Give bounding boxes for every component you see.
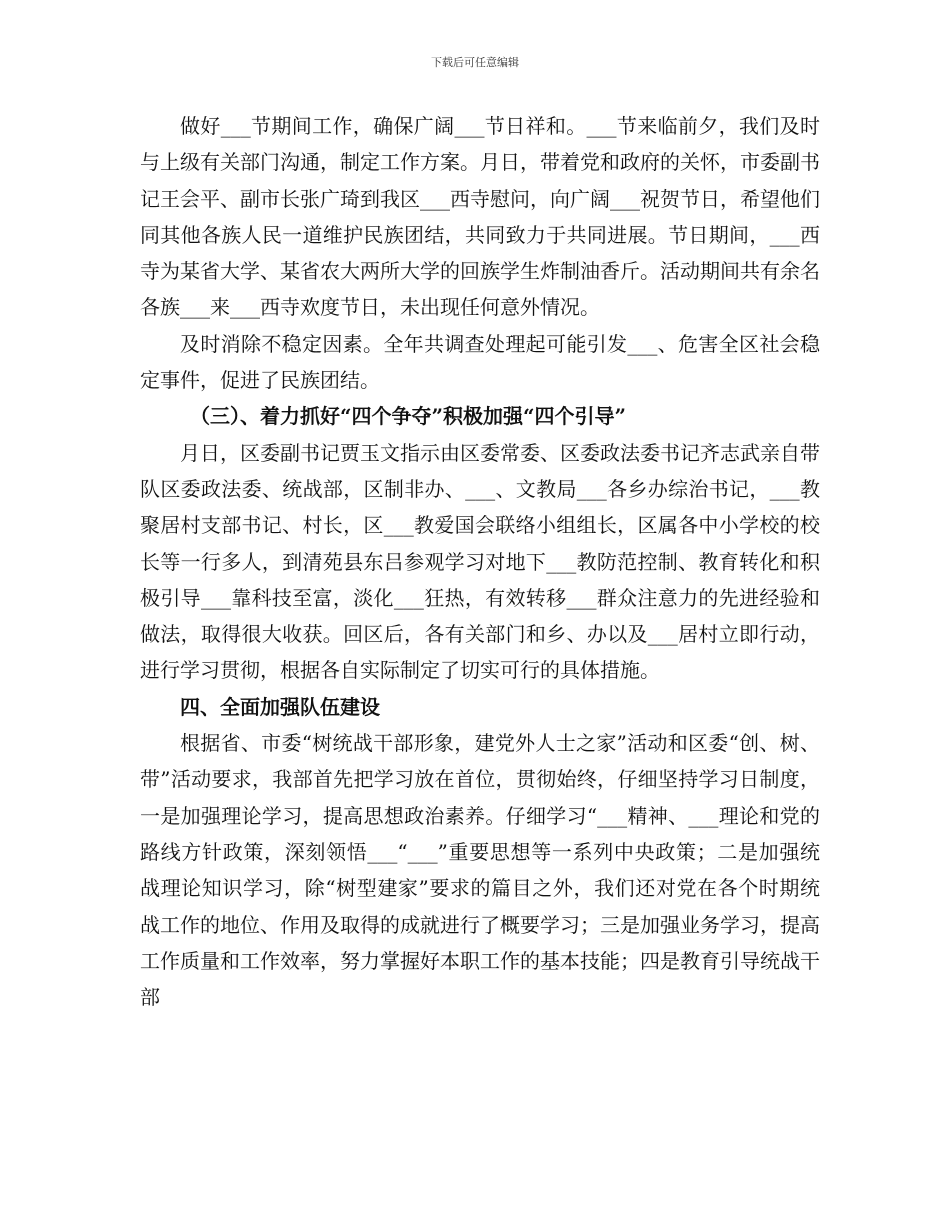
section-heading-3: （三）、着力抓好“四个争夺”积极加强“四个引导”: [190, 404, 627, 429]
paragraph-study-visit: 月日，区委副书记贾玉文指示由区委常委、区委政法委书记齐志武亲自带队区委政法委、统战部，区制非办、___、文教局___各乡办综治书记，___教聚居村支部书记、村长，区___教爱国会联络小组组长，区属各中小学校的校长等一行多人，到清苑县东吕参观学习对地下___教防范控制、教育转化和积极引导___靠科技至富，淡化___狂热，有效转移___群众注意力的先进经验和做法，取得很大收获。回区后，各有关部门和乡、办以及___居村立即行动，进行学习贯彻，根据各自实际制定了切实可行的具体措施。: [140, 440, 820, 683]
paragraph-team-building: 根据省、市委“树统战干部形象，建党外人士之家”活动和区委“创、树、带”活动要求，我部首先把学习放在首位，贯彻始终，仔细坚持学习日制度，一是加强理论学习，提高思想政治素养。仔细学习“___精神、___理论和党的路线方针政策，深刻领悟___“___”重要思想等一系列中央政策；二是加强统战理论知识学习，除“树型建家”要求的篇目之外，我们还对党在各个时期统战工作的地位、作用及取得的成就进行了概要学习；三是加强业务学习，提高工作质量和工作效率，努力掌握好本职工作的基本技能；四是教育引导统战干部: [140, 731, 820, 1010]
page-header: 下载后可任意编辑: [431, 56, 519, 69]
document-body: [140, 108, 820, 1015]
section-heading-4: 四、全面加强队伍建设: [180, 694, 380, 719]
paragraph-stability: 及时消除不稳定因素。全年共调查处理起可能引发___、危害全区社会稳定事件，促进了民族团结。: [140, 331, 820, 393]
paragraph-holiday-work: 做好___节期间工作，确保广阔___节日祥和。___节来临前夕，我们及时与上级有关部门沟通，制定工作方案。月日，带着党和政府的关怀，市委副书记王会平、副市长张广琦到我区___西寺慰问，向广阔___祝贺节日，希望他们同其他各族人民一道维护民族团结，共同致力于共同进展。节日期间，___西寺为某省大学、某省农大两所大学的回族学生炸制油香斤。活动期间共有余名各族___来___西寺欢度节日，未出现任何意外情况。: [140, 114, 820, 320]
